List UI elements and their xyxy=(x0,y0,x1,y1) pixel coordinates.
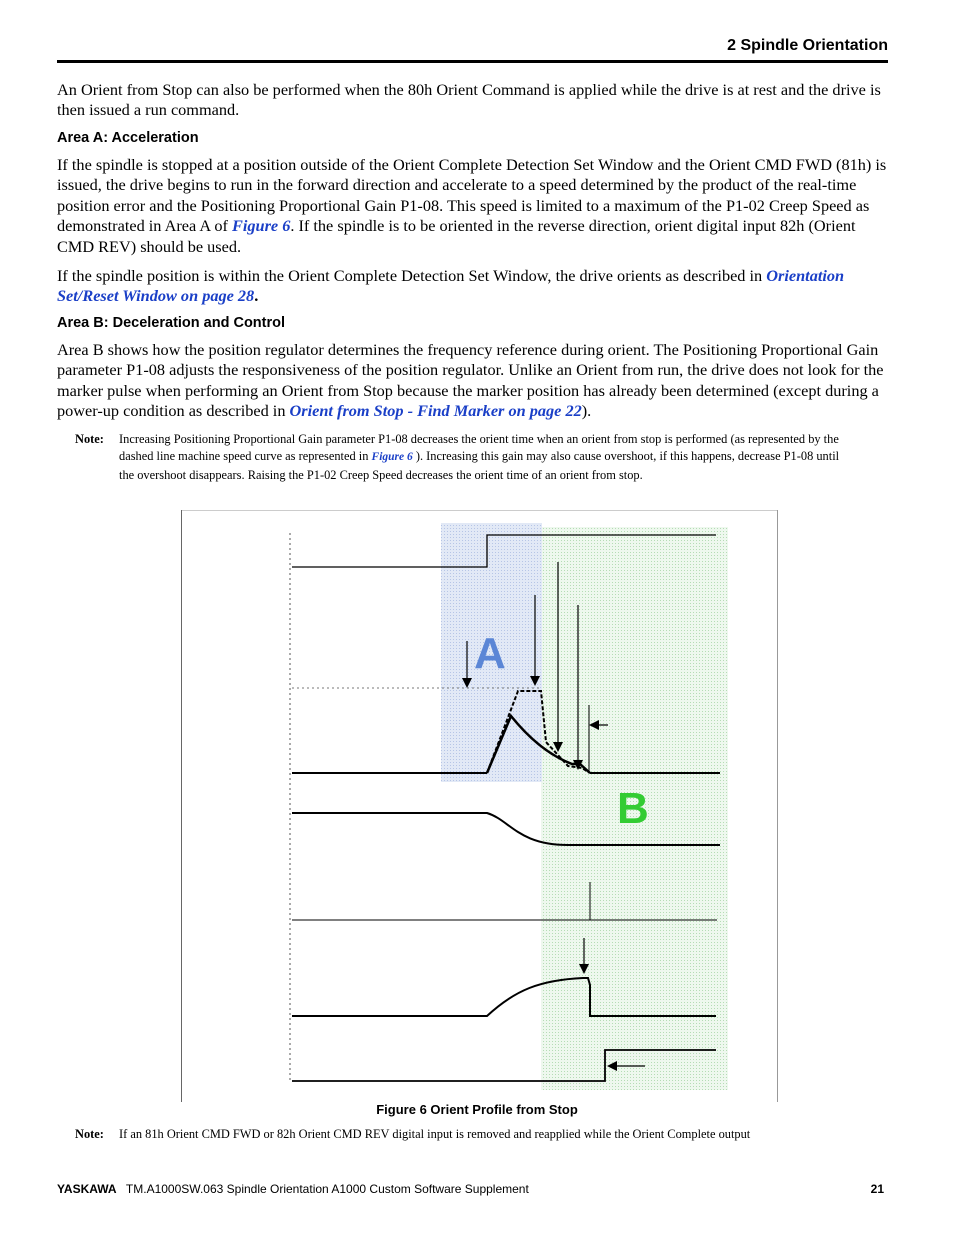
note-2-text: If an 81h Orient CMD FWD or 82h Orient CMD REV digital input is removed and reapplied while the Orient Complete output xyxy=(119,1127,751,1141)
note-2 xyxy=(75,1126,855,1143)
area-b-label: B xyxy=(617,784,649,833)
orientation-window-link[interactable]: Orientation Set/Reset Window on page 28 xyxy=(57,266,845,306)
area-a-p2-text-end: . xyxy=(254,286,259,306)
find-marker-link[interactable]: Orient from Stop - Find Marker on page 22 xyxy=(289,401,582,421)
area-b-heading: Area B: Deceleration and Control xyxy=(57,315,286,331)
area-a-paragraph-2 xyxy=(57,266,888,307)
area-b-p1-text: Area B shows how the position regulator determines the frequency reference during orient. The Positioning Proportional Gain parameter P1-08 adjusts the responsiveness of the position regulator. Unlike an Orient from run, the drive does not look for the marker pulse when performing an Orient from Stop because the marker position has already been determined (except during a power-up condition as described in xyxy=(57,340,884,421)
note-figure-6-link[interactable]: Figure 6 xyxy=(371,451,413,464)
header-rule xyxy=(57,60,888,63)
area-a-paragraph-1 xyxy=(57,155,888,257)
area-a-heading: Area A: Acceleration xyxy=(57,130,199,146)
note-1 xyxy=(75,431,855,484)
figure-6-link[interactable]: Figure 6 xyxy=(231,216,291,236)
orient-profile-figure xyxy=(181,510,778,1102)
footer-doc-title: TM.A1000SW.063 Spindle Orientation A1000 Custom Software Supplement xyxy=(125,1182,529,1196)
note-1-label: Note: xyxy=(75,432,104,446)
note-1-text-end: ). Increasing this gain may also cause overshoot, if this happens, decrease P1-08 until the overshoot disappears. Raising the P1-02 Creep Speed decreases the orient time of an orient from stop. xyxy=(119,449,840,482)
area-a-p1-text: If the spindle is stopped at a position outside of the Orient Complete Detection Set Window and the Orient CMD FWD (81h) is issued, the drive begins to run in the forward direction and accelerate to a speed determined by the product of the real-time position error and the Positioning Proportional Gain P1-08. This speed is limited to a maximum of the P1-02 Creep Speed as demonstrated in Area A of xyxy=(57,155,887,236)
page-footer xyxy=(57,1182,888,1196)
note-2-label: Note: xyxy=(75,1127,104,1141)
footer-brand: YASKAWA xyxy=(57,1182,117,1196)
figure-caption: Figure 6 Orient Profile from Stop xyxy=(376,1102,578,1117)
area-b-paragraph xyxy=(57,340,888,422)
area-a-p2-text: If the spindle position is within the Orient Complete Detection Set Window, the drive orients as described in xyxy=(57,266,767,285)
note-1-text: Increasing Positioning Proportional Gain parameter P1-08 decreases the orient time when an orient from stop is performed (as represented by the dashed line machine speed curve as represented in xyxy=(119,432,839,464)
page-number: 21 xyxy=(870,1182,884,1196)
area-b-p1-text-end: ). xyxy=(581,401,592,421)
intro-paragraph: An Orient from Stop can also be performed when the 80h Orient Command is applied while the drive is at rest and the drive is then issued a run command. xyxy=(57,80,881,120)
area-a-label: A xyxy=(474,629,506,678)
section-title: 2 Spindle Orientation xyxy=(727,37,888,54)
area-a-p1-text-end: . If the spindle is to be oriented in the reverse direction, orient digital input 82h (Orient CMD REV) should be used. xyxy=(57,216,856,256)
